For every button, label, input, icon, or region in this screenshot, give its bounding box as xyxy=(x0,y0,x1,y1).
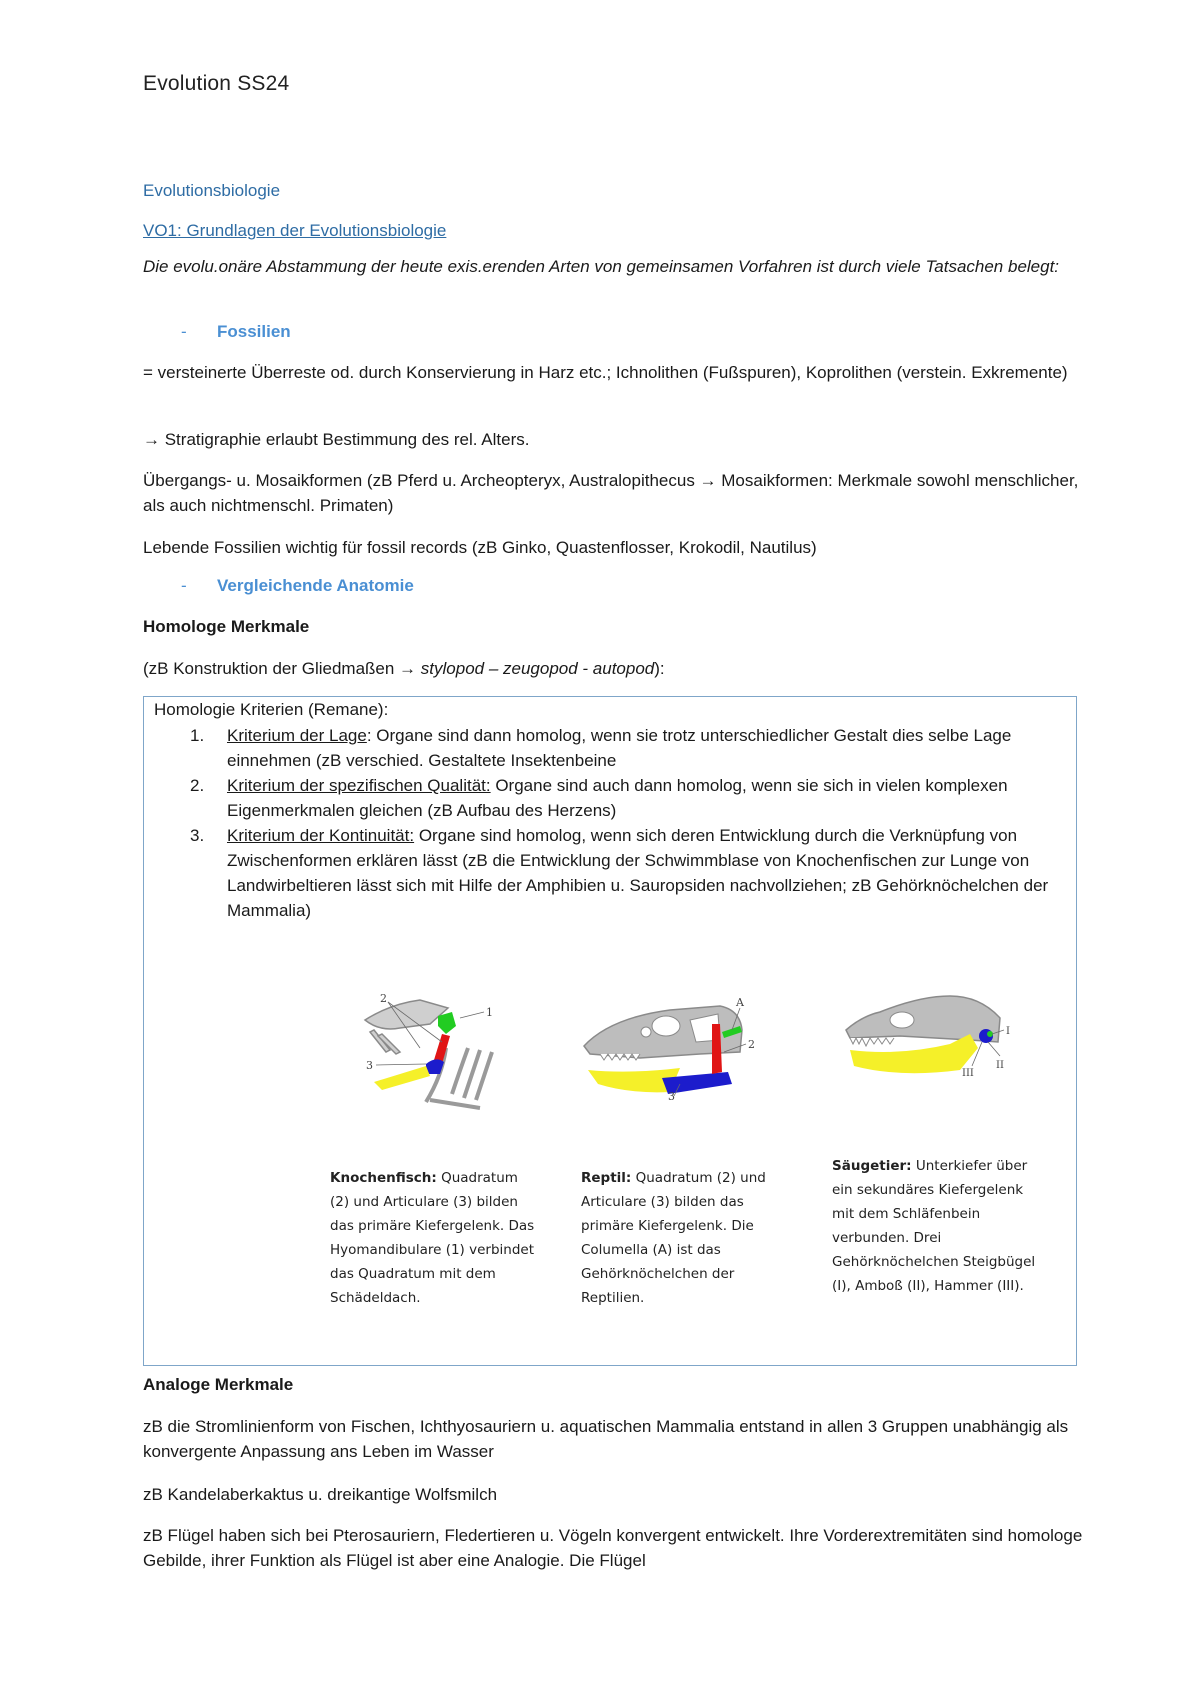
caption-mammal-bold: Säugetier: xyxy=(832,1158,912,1174)
fish-skull-figure xyxy=(360,990,510,1110)
fish-label-1: 1 xyxy=(486,1006,493,1019)
fossilien-paragraph-1: = versteinerte Überreste od. durch Konservierung in Harz etc.; Ichnolithen (Fußspuren), Koprolithen (verstein. Exkremente) xyxy=(143,363,1068,382)
fish-skull-outline xyxy=(365,1000,448,1054)
bullet-anatomie xyxy=(181,576,414,596)
section-heading: Evolutionsbiologie xyxy=(143,181,281,200)
caption-reptile-text: Quadratum (2) und Articulare (3) bilden das primäre Kiefergelenk. Die Columella (A) ist das Gehörknöchelchen der Reptilien. xyxy=(581,1170,766,1306)
mammal-skull-outline xyxy=(846,996,1000,1042)
homologe-intro-post: ): xyxy=(654,659,665,678)
page-title: Evolution SS24 xyxy=(143,72,290,95)
mammal-label-III: III xyxy=(962,1068,974,1079)
caption-reptile-bold: Reptil: xyxy=(581,1170,632,1186)
caption-fish xyxy=(330,1166,535,1310)
criterion-text: Organe sind homolog, wenn sich deren Entwicklung durch die Verknüpfung von Zwischenformen erklären lässt (zB die Entwicklung der Schwimmblase von Knochenfischen zur Lunge von Landwirbeltieren lässt sich mit Hilfe der Amphibien u. Sauropsiden nachvollziehen; zB Gehörknöchelchen der Mammalia) xyxy=(227,826,1049,920)
fish-lower-jaw xyxy=(374,1066,430,1090)
analoge-paragraph-3: zB Flügel haben sich bei Pterosauriern, Fledertieren u. Vögeln konvergent entwickelt. Ihre Vorderextremitäten sind homologe Gebilde, ihrer Funktion als Flügel ist aber eine Analogie. Die Flügel xyxy=(143,1526,1083,1570)
caption-reptile xyxy=(581,1166,786,1310)
reptile-label-A: A xyxy=(736,996,744,1009)
criterion-3 xyxy=(190,823,1050,923)
analoge-paragraph-2: zB Kandelaberkaktus u. dreikantige Wolfsmilch xyxy=(143,1485,498,1504)
caption-mammal-text: Unterkiefer über ein sekundäres Kiefergelenk mit dem Schläfenbein verbunden. Drei Gehörknöchelchen Steigbügel (I), Amboß (II), Hammer (III). xyxy=(832,1158,1036,1294)
caption-fish-bold: Knochenfisch: xyxy=(330,1170,437,1186)
fossilien-paragraph-2: → Stratigraphie erlaubt Bestimmung des rel. Alters. xyxy=(143,430,530,449)
fossilien-paragraph-4: Lebende Fossilien wichtig für fossil records (zB Ginko, Quastenflosser, Krokodil, Nautilus) xyxy=(143,538,817,557)
bullet-fossilien xyxy=(181,322,291,342)
reptile-label-3: 3 xyxy=(668,1090,675,1101)
homologe-intro-italic: stylopod – zeugopod - autopod xyxy=(420,659,655,678)
criterion-label: Kriterium der spezifischen Qualität: xyxy=(227,776,491,795)
reptile-skull-figure xyxy=(580,996,760,1101)
criterion-1 xyxy=(190,723,1050,773)
mammal-label-II: II xyxy=(996,1060,1004,1071)
analoge-heading: Analoge Merkmale xyxy=(143,1375,294,1394)
lecture-link[interactable]: VO1: Grundlagen der Evolutionsbiologie xyxy=(143,221,447,240)
fish-label-2: 2 xyxy=(380,992,387,1005)
criterion-label: Kriterium der Kontinuität: xyxy=(227,826,415,845)
criterion-2 xyxy=(190,773,1050,823)
homology-box-title: Homologie Kriterien (Remane): xyxy=(154,700,389,719)
homologe-intro xyxy=(143,656,1083,681)
criterion-number: 3. xyxy=(190,826,205,845)
bullet-fossilien-label: Fossilien xyxy=(217,322,291,341)
mammal-label-I: I xyxy=(1006,1026,1010,1037)
mammal-skull-figure xyxy=(840,990,1020,1090)
bullet-dash: - xyxy=(181,322,187,341)
criterion-text: : Organe sind dann homolog, wenn sie trotz unterschiedlicher Gestalt dies selbe Lage einnehmen (zB verschied. Gestaltete Insektenbeine xyxy=(227,726,1012,770)
reptile-label-2: 2 xyxy=(748,1038,755,1051)
caption-fish-text: Quadratum (2) und Articulare (3) bilden das primäre Kiefergelenk. Das Hyomandibulare (1) verbindet das Quadratum mit dem Schädeldach. xyxy=(330,1170,535,1306)
mammal-teeth xyxy=(850,1038,894,1046)
bullet-anatomie-label: Vergleichende Anatomie xyxy=(217,576,414,595)
criterion-text: Organe sind auch dann homolog, wenn sie sich in vielen komplexen Eigenmerkmalen gleichen (zB Aufbau des Herzens) xyxy=(227,776,1008,820)
mammal-eye-orbit xyxy=(890,1012,914,1028)
intro-paragraph: Die evolu.onäre Abstammung der heute exis.erenden Arten von gemeinsamen Vorfahren ist durch viele Tatsachen belegt: xyxy=(143,257,1060,276)
criterion-label: Kriterium der Lage xyxy=(227,726,367,745)
homologe-intro-pre: (zB Konstruktion der Gliedmaßen → xyxy=(143,659,421,678)
criterion-number: 1. xyxy=(190,726,205,745)
fossilien-paragraph-3: Übergangs- u. Mosaikformen (zB Pferd u. Archeopteryx, Australopithecus → Mosaikformen: Merkmale sowohl menschlicher, als auch nichtmenschl. Primaten) xyxy=(143,471,1079,515)
caption-mammal xyxy=(832,1154,1037,1298)
criterion-number: 2. xyxy=(190,776,205,795)
reptile-teeth xyxy=(600,1054,640,1060)
fish-hyomandibulare xyxy=(438,1012,456,1034)
analoge-paragraph-1: zB die Stromlinienform von Fischen, Ichthyosauriern u. aquatischen Mammalia entstand in allen 3 Gruppen unabhängig als konvergente Anpassung ans Leben im Wasser xyxy=(143,1417,1069,1461)
homologe-heading: Homologe Merkmale xyxy=(143,617,310,636)
fish-label-3: 3 xyxy=(366,1059,373,1072)
bullet-dash: - xyxy=(181,576,187,595)
